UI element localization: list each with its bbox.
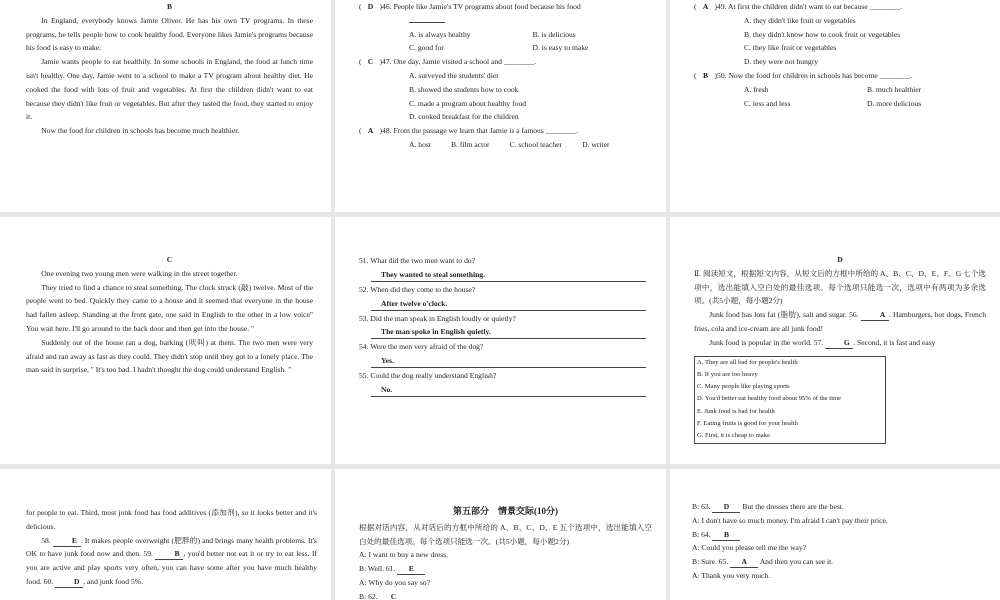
paragraph: They tried to find a chance to steal something. The clock struck (敲) twelve. Most of the people went to bed. Quickly they came to a house and it seemed that everyone in the house had fallen asleep. Standing at the front gate, one said in English to the other in a low voice" You wait here. I'll go around to the back door and then get into the house. " [26,282,313,333]
answer-57: G [825,338,853,349]
dialogue-line: A: Why do you say so? [359,577,430,587]
dialogue-line: B: 63. D But the dresses there are the best. [692,502,844,511]
answer-50: B [702,70,709,80]
option-c: C. Many people like playing sports [697,383,790,391]
instruction: Ⅱ. 阅读短文，根据短文内容，从短文后的方框中所给的 A、B、C、D、E、F、G 七个选项中，选出能填入空白处的最佳选项。每个选项只能选一次，选项中有两项为多余选项。(共5小题，每小题2分) [694,268,986,306]
option-b: B. is delicious [532,29,576,39]
answer-line: No. [371,383,646,397]
blank [409,14,445,23]
paragraph: for people to eat. Third, most junk food has food additives (添加剂), so it looks better and it's delicious. [26,508,317,531]
answer-62: C [379,592,407,600]
question-item [359,340,646,368]
option-c: C. less and less [744,98,791,108]
option-d: D. cooked breakfast for the children [409,112,519,122]
dialogue-line: A: Thank you very much. [692,570,771,580]
answer-63: D [712,502,740,513]
paragraph: Suddenly out of the house ran a dog, barking (吠叫) at them. The two men were very afraid and ran away as fast as they could. They didn't stop until they got to a lonely place. The man said in surprise, " It's too bad. I hadn't thought the dog could understand English. " [26,337,313,375]
question-text: 55. Could the dog really understand English? [359,371,497,381]
dialogue-section-panel [335,469,666,600]
question-item [359,254,646,282]
passage-c-panel [0,217,331,464]
option-b: B. film actor [450,139,490,149]
option-c: C. they like fruit or vegetables [744,43,837,53]
answer-56: A [861,310,889,321]
answer-line: The man spoke in English quietly. [371,325,646,339]
option-d: D. is easy to make [532,43,589,53]
option-c: C. school teacher [509,139,563,149]
paragraph: Junk food has lots fat (脂肪), salt and sugar. 56. A . Hamburgers, hot dogs, French fries, cola and ice-cream are all junk food! [694,310,987,333]
option-e: E. Junk food is bad for health [697,407,775,415]
dialogue-line: A: Could you please tell me the way? [692,543,807,553]
option-a: A. they didn't like fruit or vegetables [744,15,856,25]
option-b: B. they didn't know how to cook fruit or vegetables [744,29,901,39]
option-d: D. You'd better eat healthy food about 95% of the time [697,395,842,403]
passage-heading: D [837,255,843,264]
option-a: A. They are all bad for people's health [697,358,798,366]
questions-51-55-panel [335,217,666,464]
question-50: ( B )50. Now the food for children in schools has become ________. A. fresh B. much healthier C. less and less D. more delicious [694,69,990,110]
paragraph: One evening two young men were walking in the street together. [41,268,238,278]
answer-line: Yes. [371,354,646,368]
passage-heading: C [166,255,173,264]
option-c: C. made a program about healthy food [409,98,527,108]
paragraph: Junk food is popular in the world. 57. G . Second, it is fast and easy [709,337,936,347]
answer-49: A [702,2,709,11]
dialogue-line: A: I want to buy a new dress. [359,550,448,560]
option-a: A. is always healthy [409,29,471,39]
paragraph: In England, everybody knows Jamie Oliver. He has his own TV programs. In these programs, he tells people how to cook healthy food. Everyone likes Jamie's programs because his food is easy to make. [26,15,313,53]
option-a: A. host [409,139,431,149]
answer-47: C [367,57,374,67]
question-48: ( A )48. From the passage we learn that Jamie is a famous ________. A. host B. film actor C. school teacher D. writer [359,124,656,152]
question-49: ( A )49. At first the children didn't want to eat because ________. A. they didn't like fruit or vegetables B. they didn't know how to cook fruit or vegetables C. they like fruit or vegetables D. they were not hungry [694,0,990,69]
option-d: D. more delicious [867,98,922,108]
dialogue-line: B: 62. C [359,590,652,600]
dialogue-line: B: 64. B [692,528,986,542]
paragraph: 58. E . It makes people overweight (肥胖的) and brings many health problems. It's OK to have junk food now and then. 59. B , you'd better not eat it or try to eat less. If you are active and play sports very often, you can have some after you have much healthy food. 60. D , and junk food 5%. [26,535,318,586]
answer-59: B [155,549,183,560]
option-a: A. surveyed the students' diet [409,70,499,80]
answer-line: They wanted to steal something. [371,268,646,282]
option-b: B. If you are too heavy [697,370,758,378]
question-text: 53. Did the man speak in English loudly or quietly? [359,313,516,323]
instruction: 根据对话内容，从对话后的方框中所给的 A、B、C、D、E 五个选项中，选出能填入空白处的最佳选项。每个选项只能选一次。(共5小题，每小题2分) [359,522,652,546]
dialogue-line: B: Sure. 65. A And then you can see it. [692,557,834,567]
passage-d-continued-panel [0,469,331,600]
options-box [694,356,886,444]
question-item [359,369,646,397]
paragraph: Now the food for children in schools has become much healthier. [41,126,240,136]
passage-heading: B [166,2,173,11]
question-text: 52. When did they come to the house? [359,284,476,294]
answer-64: B [712,530,740,541]
question-47: ( C )47. One day, Jamie visited a school and ________. A. surveyed the students' diet B. showed the students how to cook C. made a program about healthy food D. cooked breakfast for the children [359,55,656,124]
option-b: B. showed the students how to cook [409,84,519,94]
question-text: 54. Were the men very afraid of the dog? [359,342,484,352]
dialogue-continued-panel [670,469,1000,600]
questions-46-48-panel [335,0,666,212]
section-title: 第五部分 情景交际(10分) [453,506,558,516]
answer-46: D [367,2,374,11]
option-d: D. they were not hungry [744,57,819,67]
option-b: B. much healthier [867,84,922,94]
question-item [359,283,646,311]
option-c: C. good for [409,43,444,53]
question-46: ( D )46. People like Jamie's TV programs about food because his food A. is always healthy B. is delicious C. good for D. is easy to make [359,0,656,55]
option-a: A. fresh [744,84,769,94]
option-f: F. Eating fruits is good for your health [697,420,798,428]
answer-48: A [367,126,374,136]
answer-65: A [730,557,758,568]
question-text: 51. What did the two men want to do? [359,256,476,265]
option-g: G. First, it is cheap to make [697,432,770,440]
questions-49-50-panel [670,0,1000,212]
answer-61: E [397,564,425,575]
dialogue-line: B: Well. 61. E [359,562,652,576]
passage-b-panel [0,0,331,212]
dialogue-line: A: I don't have so much money. I'm afraid I can't pay their price. [692,515,888,525]
question-item [359,312,646,340]
answer-line: After twelve o'clock. [371,297,646,311]
passage-d-panel [670,217,1000,464]
option-d: D. writer [582,139,610,149]
answer-58: E [53,536,81,547]
paragraph: Jamie wants people to eat healthily. In some schools in England, the food at lunch time isn't healthy. One day, Jamie went to a school to make a TV program about healthy diet. He cooked the food with lots of fruit and vegetables. At first the children didn't want to eat because they didn't like fruit or vegetables. But after they tasted the food, they started to enjoy it. [26,57,313,122]
answer-60: D [55,577,83,588]
